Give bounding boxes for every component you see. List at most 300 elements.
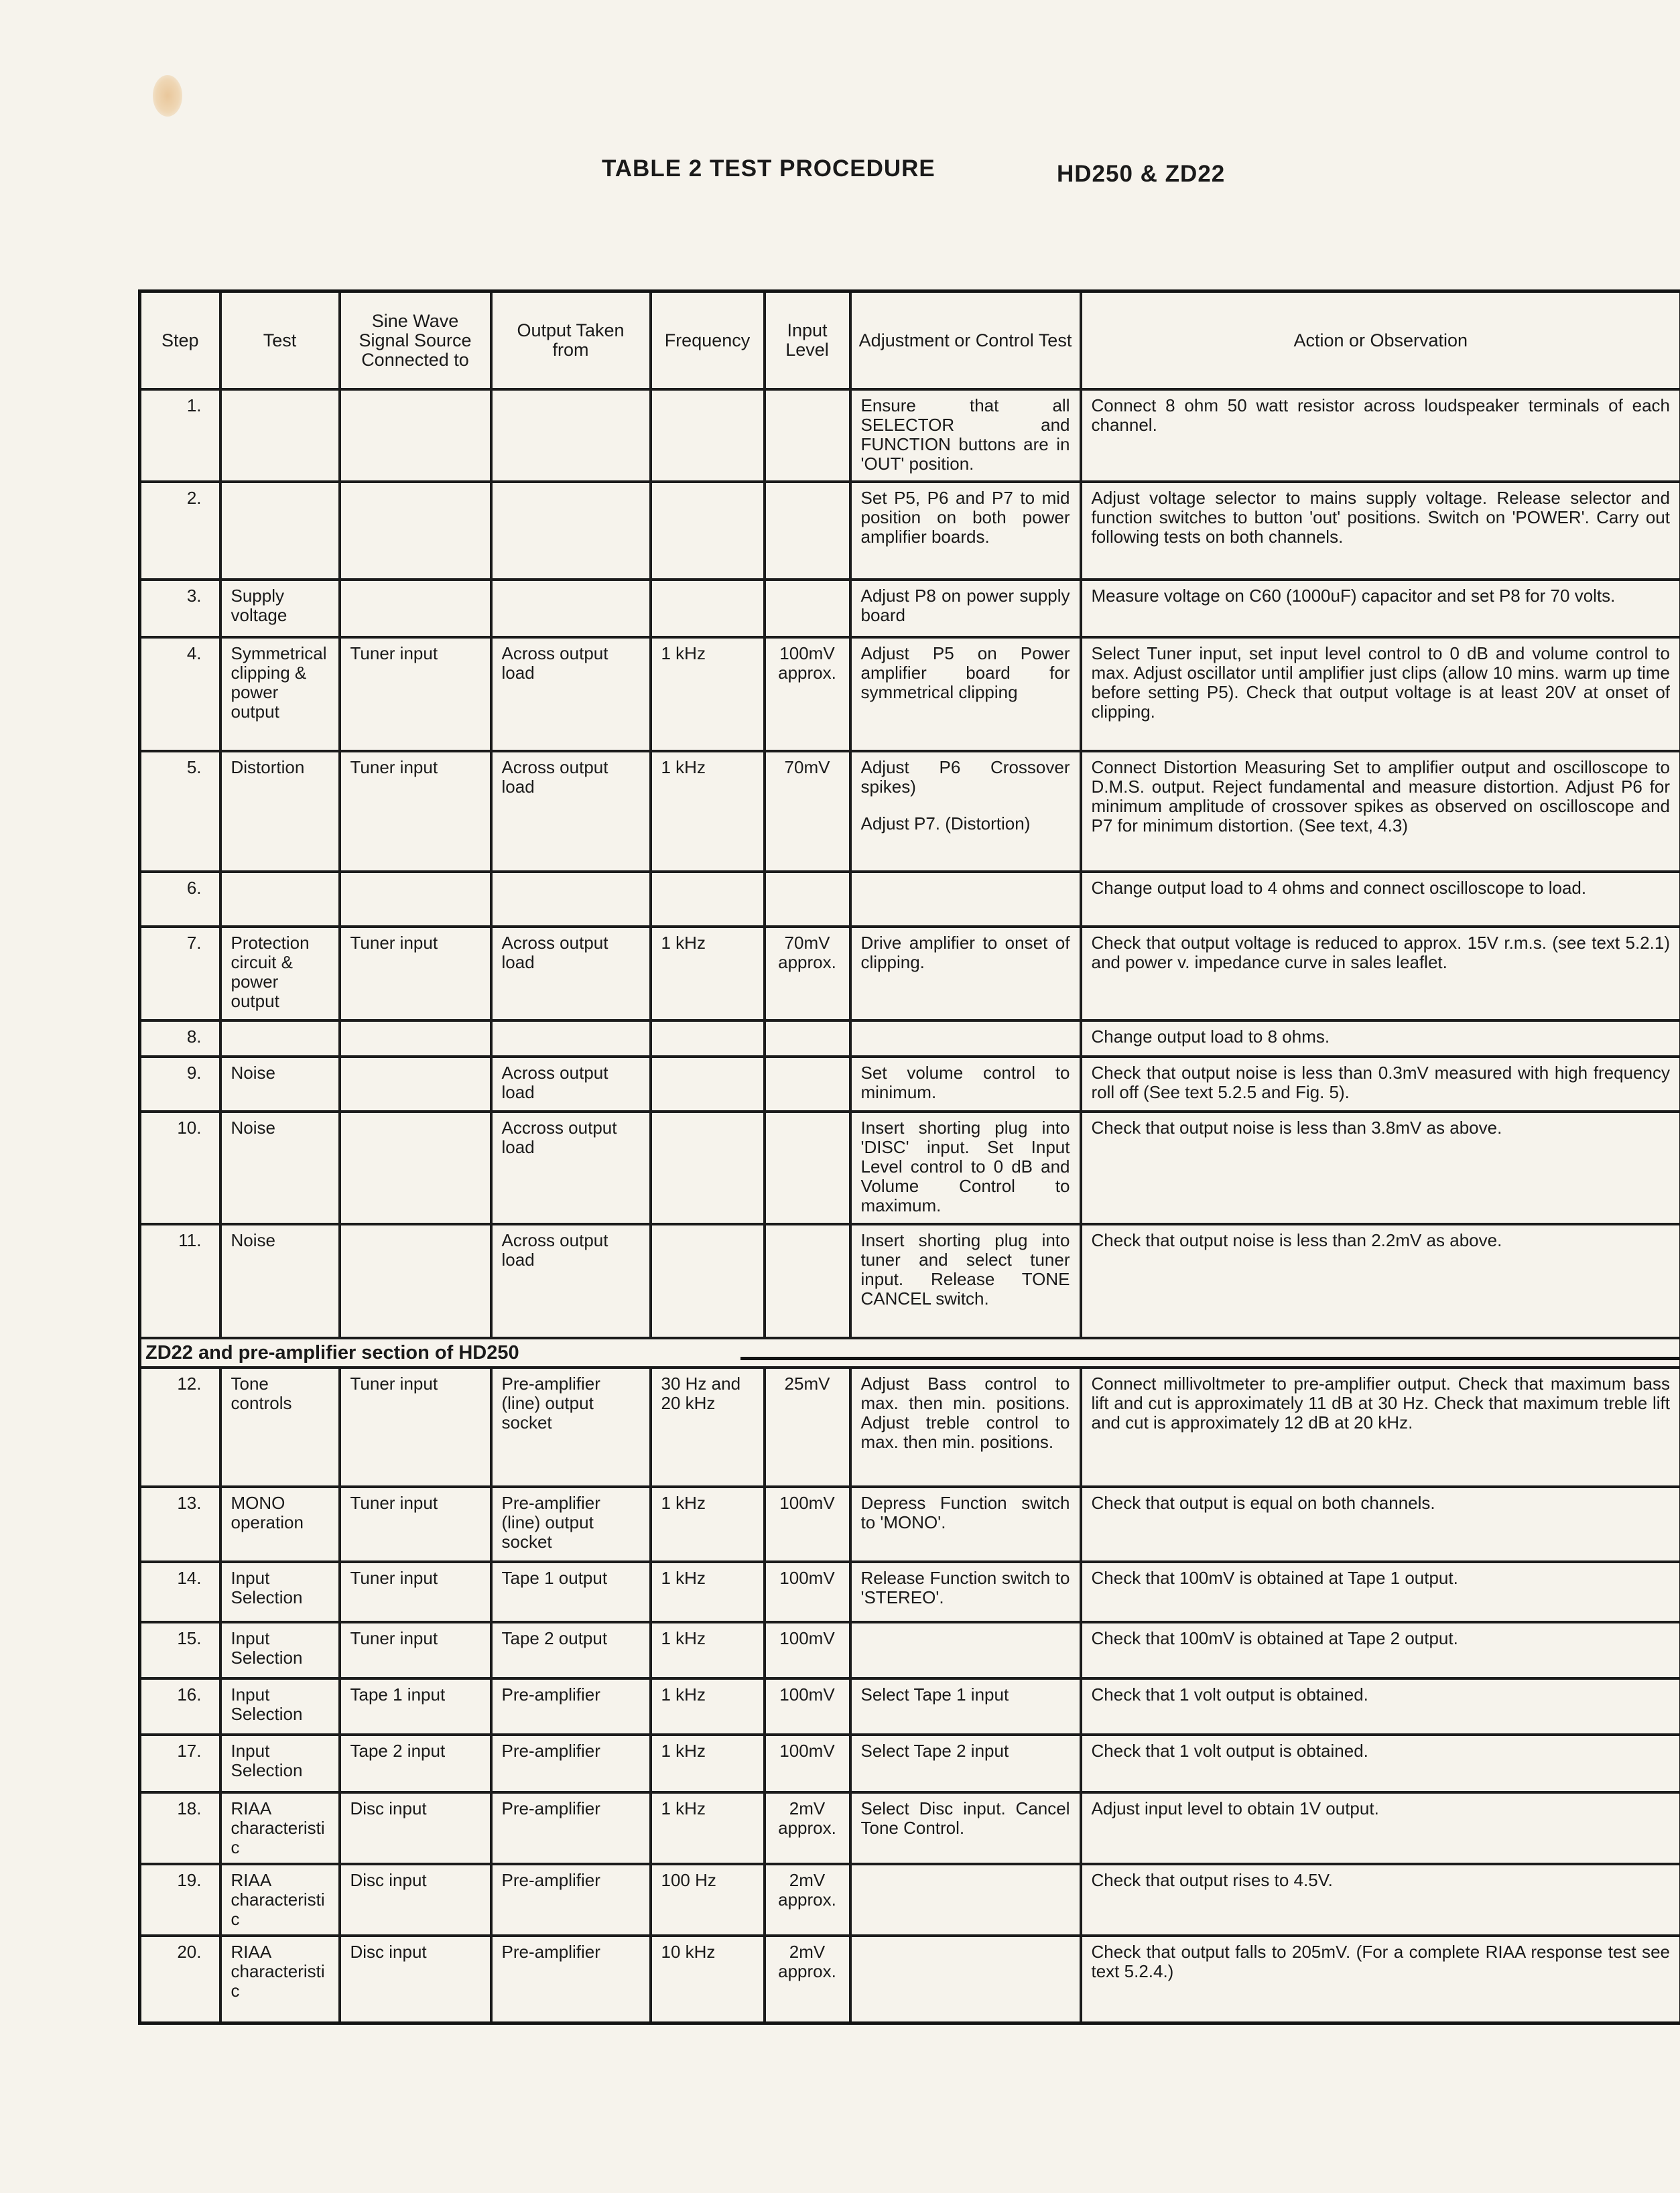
source-cell [340, 1112, 491, 1224]
frequency-cell [651, 1368, 765, 1487]
output-cell [491, 1735, 651, 1792]
output-cell-text: Pre-amplifier (line) output socket [501, 1493, 600, 1552]
source-cell [340, 1020, 491, 1057]
section-row [140, 1338, 1680, 1368]
test-cell [220, 872, 340, 927]
adjustment-cell-text: Set volume control to minimum. [860, 1063, 1070, 1102]
test-cell [220, 1020, 340, 1057]
action-cell-text: Change output load to 8 ohms. [1091, 1026, 1330, 1047]
step-cell [140, 1224, 220, 1338]
test-cell [220, 1562, 340, 1622]
header-action: Action or Observation [1081, 291, 1680, 390]
output-cell [491, 637, 651, 751]
action-cell [1081, 1057, 1680, 1112]
table-row [140, 1792, 1680, 1864]
step-cell-text: 16. [177, 1684, 202, 1705]
action-cell [1081, 751, 1680, 872]
source-cell [340, 1368, 491, 1487]
source-cell [340, 389, 491, 482]
source-cell [340, 927, 491, 1020]
step-cell-text: 8. [186, 1026, 202, 1047]
input-level-cell-text: 70mV [784, 757, 830, 777]
table-row [140, 482, 1680, 580]
table-row [140, 1562, 1680, 1622]
step-cell [140, 1735, 220, 1792]
input-level-cell [765, 751, 850, 872]
adjustment-cell [850, 1487, 1081, 1562]
frequency-cell [651, 1864, 765, 1936]
step-cell-text: 20. [177, 1942, 202, 1962]
output-cell [491, 1622, 651, 1678]
adjustment-cell-secondary-text: Adjust P7. (Distortion) [860, 813, 1031, 834]
frequency-cell [651, 1057, 765, 1112]
test-cell-text: RIAA characteristic [231, 1870, 325, 1929]
output-cell-text: Across output load [501, 933, 608, 972]
step-cell-text: 2. [186, 488, 202, 508]
action-cell [1081, 389, 1680, 482]
action-cell [1081, 1792, 1680, 1864]
table-row [140, 389, 1680, 482]
action-cell [1081, 482, 1680, 580]
action-cell [1081, 1735, 1680, 1792]
action-cell-text: Check that output rises to 4.5V. [1091, 1870, 1333, 1890]
adjustment-cell-text: Drive amplifier to onset of clipping. [860, 933, 1070, 972]
source-cell [340, 1864, 491, 1936]
output-cell [491, 751, 651, 872]
adjustment-cell [850, 1622, 1081, 1678]
test-cell [220, 1792, 340, 1864]
action-cell-text: Check that 1 volt output is obtained. [1091, 1741, 1368, 1761]
action-cell [1081, 1864, 1680, 1936]
input-level-cell [765, 1936, 850, 2023]
adjustment-cell [850, 637, 1081, 751]
action-cell [1081, 1224, 1680, 1338]
test-cell [220, 1057, 340, 1112]
adjustment-cell [850, 1678, 1081, 1735]
adjustment-cell [850, 872, 1081, 927]
table-row [140, 1678, 1680, 1735]
adjustment-cell-text: Select Disc input. Cancel Tone Control. [860, 1798, 1070, 1838]
adjustment-cell [850, 482, 1081, 580]
source-cell-text: Tuner input [350, 757, 438, 777]
step-cell [140, 1487, 220, 1562]
action-cell [1081, 1487, 1680, 1562]
model-label: HD250 & ZD22 [1057, 161, 1226, 187]
action-cell [1081, 1678, 1680, 1735]
step-cell [140, 580, 220, 637]
step-cell [140, 751, 220, 872]
frequency-cell [651, 1792, 765, 1864]
adjustment-cell-text: Adjust Bass control to max. then min. positions. Adjust treble control to max. then min. positions. [860, 1374, 1070, 1452]
frequency-cell [651, 389, 765, 482]
test-cell-text: Tone controls [231, 1374, 292, 1413]
input-level-cell [765, 1224, 850, 1338]
action-cell-text: Check that 1 volt output is obtained. [1091, 1684, 1368, 1705]
input-level-cell-text: 2mV approx. [778, 1870, 836, 1910]
test-cell-text: Input Selection [231, 1741, 303, 1780]
step-cell [140, 1678, 220, 1735]
input-level-cell-text: 100mV [779, 1684, 835, 1705]
header-input-level: Input Level [765, 291, 850, 390]
test-cell-text: Input Selection [231, 1628, 303, 1668]
output-cell [491, 1224, 651, 1338]
table-row [140, 1864, 1680, 1936]
table-row [140, 1936, 1680, 2023]
table-body-power-amp [140, 389, 1680, 1338]
action-cell [1081, 637, 1680, 751]
test-cell-text: Input Selection [231, 1684, 303, 1724]
table-row [140, 872, 1680, 927]
action-cell-text: Check that output is equal on both channels. [1091, 1493, 1435, 1513]
frequency-cell-text: 1 kHz [661, 1798, 706, 1818]
output-cell-text: Pre-amplifier [501, 1942, 600, 1962]
source-cell [340, 1562, 491, 1622]
input-level-cell [765, 872, 850, 927]
adjustment-cell-text: Adjust P5 on Power amplifier board for symmetrical clipping [860, 643, 1070, 702]
source-cell [340, 751, 491, 872]
step-cell-text: 13. [177, 1493, 202, 1513]
input-level-cell-text: 100mV [779, 1568, 835, 1588]
action-cell [1081, 1622, 1680, 1678]
action-cell [1081, 580, 1680, 637]
output-cell-text: Across output load [501, 1063, 608, 1102]
step-cell-text: 3. [186, 586, 202, 606]
step-cell [140, 1792, 220, 1864]
output-cell [491, 1368, 651, 1487]
input-level-cell-text: 2mV approx. [778, 1798, 836, 1838]
frequency-cell [651, 1678, 765, 1735]
test-cell-text: Symmetrical clipping & power output [231, 643, 327, 722]
frequency-cell [651, 1020, 765, 1057]
source-cell-text: Tuner input [350, 1568, 438, 1588]
output-cell-text: Pre-amplifier [501, 1798, 600, 1818]
table-row [140, 751, 1680, 872]
source-cell [340, 1936, 491, 2023]
table-row [140, 580, 1680, 637]
source-cell-text: Tuner input [350, 933, 438, 953]
frequency-cell [651, 637, 765, 751]
input-level-cell [765, 482, 850, 580]
output-cell-text: Accross output load [501, 1118, 617, 1157]
step-cell-text: 17. [177, 1741, 202, 1761]
frequency-cell [651, 872, 765, 927]
source-cell-text: Tuner input [350, 1493, 438, 1513]
test-cell-text: Distortion [231, 757, 305, 777]
source-cell [340, 580, 491, 637]
step-cell-text: 11. [178, 1230, 202, 1250]
adjustment-cell [850, 1735, 1081, 1792]
input-level-cell-text: 100mV [779, 1741, 835, 1761]
step-cell [140, 1112, 220, 1224]
action-cell [1081, 1368, 1680, 1487]
step-cell-text: 15. [177, 1628, 202, 1648]
output-cell-text: Pre-amplifier [501, 1741, 600, 1761]
action-cell-text: Adjust input level to obtain 1V output. [1091, 1798, 1379, 1818]
frequency-cell [651, 1735, 765, 1792]
adjustment-cell [850, 1368, 1081, 1487]
action-cell-text: Check that output noise is less than 0.3mV measured with high frequency roll off (See text 5.2.5 and Fig. 5). [1091, 1063, 1670, 1102]
input-level-cell [765, 389, 850, 482]
adjustment-cell-text: Insert shorting plug into tuner and select tuner input. Release TONE CANCEL switch. [860, 1230, 1070, 1309]
output-cell [491, 1487, 651, 1562]
test-cell [220, 1112, 340, 1224]
output-cell-text: Pre-amplifier [501, 1870, 600, 1890]
source-cell-text: Disc input [350, 1942, 427, 1962]
input-level-cell [765, 1792, 850, 1864]
adjustment-cell-text: Adjust P6 Crossover spikes) [860, 757, 1070, 797]
header-step: Step [140, 291, 220, 390]
frequency-cell-text: 100 Hz [661, 1870, 716, 1890]
action-cell-text: Adjust voltage selector to mains supply voltage. Release selector and function switches to button 'out' positions. Switch on 'POWER'. Carry out following tests on both channels. [1091, 488, 1670, 547]
table-row [140, 1224, 1680, 1338]
adjustment-cell [850, 1224, 1081, 1338]
step-cell [140, 872, 220, 927]
test-cell-text: Input Selection [231, 1568, 303, 1607]
step-cell [140, 482, 220, 580]
test-cell-text: RIAA characteristic [231, 1942, 325, 2001]
input-level-cell [765, 1020, 850, 1057]
input-level-cell [765, 580, 850, 637]
adjustment-cell-text: Release Function switch to 'STEREO'. [860, 1568, 1070, 1607]
source-cell [340, 1792, 491, 1864]
table-header-row [140, 291, 1680, 390]
step-cell-text: 1. [186, 395, 202, 415]
section-rule [740, 1357, 1679, 1360]
source-cell [340, 1622, 491, 1678]
paper-stain [153, 75, 182, 117]
test-cell [220, 751, 340, 872]
action-cell-text: Check that output noise is less than 2.2mV as above. [1091, 1230, 1502, 1250]
source-cell-text: Tuner input [350, 1374, 438, 1394]
action-cell-text: Connect Distortion Measuring Set to amplifier output and oscilloscope to D.M.S. output. Reject fundamental and measure distortion. Adjust P6 for minimum amplitude of crossover spikes as observed on oscilloscope and P7 for minimum distortion. (See text, 4.3) [1091, 757, 1670, 836]
input-level-cell-text: 100mV approx. [778, 643, 836, 683]
source-cell [340, 1057, 491, 1112]
action-cell-text: Check that 100mV is obtained at Tape 1 output. [1091, 1568, 1458, 1588]
table-body-pre-amp [140, 1368, 1680, 2023]
table-row [140, 927, 1680, 1020]
step-cell-text: 12. [177, 1374, 202, 1394]
test-cell-text: Supply voltage [231, 586, 287, 625]
step-cell-text: 5. [186, 757, 202, 777]
test-cell [220, 1735, 340, 1792]
frequency-cell [651, 751, 765, 872]
table-row [140, 1735, 1680, 1792]
source-cell [340, 1487, 491, 1562]
source-cell [340, 872, 491, 927]
test-cell-text: MONO operation [231, 1493, 304, 1532]
action-cell-text: Connect millivoltmeter to pre-amplifier output. Check that maximum bass lift and cut is approximately 11 dB at 30 Hz. Check that maximum treble lift and cut is approximately 12 dB at 20 kHz. [1091, 1374, 1670, 1433]
source-cell [340, 637, 491, 751]
step-cell [140, 1936, 220, 2023]
adjustment-cell [850, 1936, 1081, 2023]
step-cell-text: 7. [186, 933, 202, 953]
output-cell [491, 1678, 651, 1735]
frequency-cell-text: 10 kHz [661, 1942, 716, 1962]
test-cell [220, 482, 340, 580]
frequency-cell [651, 1112, 765, 1224]
test-cell [220, 389, 340, 482]
table-row [140, 637, 1680, 751]
header-test: Test [220, 291, 340, 390]
step-cell-text: 19. [177, 1870, 202, 1890]
test-cell [220, 927, 340, 1020]
adjustment-cell [850, 580, 1081, 637]
test-cell [220, 1487, 340, 1562]
action-cell [1081, 1936, 1680, 2023]
table-row [140, 1368, 1680, 1487]
frequency-cell-text: 1 kHz [661, 1628, 706, 1648]
step-cell [140, 1562, 220, 1622]
section-divider [140, 1338, 1680, 1368]
step-cell-text: 18. [177, 1798, 202, 1818]
output-cell [491, 482, 651, 580]
step-cell-text: 4. [186, 643, 202, 663]
action-cell [1081, 1112, 1680, 1224]
test-cell [220, 1368, 340, 1487]
output-cell [491, 1864, 651, 1936]
test-cell-text: Noise [231, 1118, 275, 1138]
input-level-cell [765, 1678, 850, 1735]
input-level-cell-text: 2mV approx. [778, 1942, 836, 1981]
input-level-cell [765, 1864, 850, 1936]
source-cell [340, 482, 491, 580]
input-level-cell-text: 25mV [784, 1374, 830, 1394]
frequency-cell-text: 1 kHz [661, 1493, 706, 1513]
frequency-cell [651, 1936, 765, 2023]
adjustment-cell-text: Depress Function switch to 'MONO'. [860, 1493, 1070, 1532]
action-cell [1081, 872, 1680, 927]
step-cell-text: 9. [186, 1063, 202, 1083]
output-cell [491, 927, 651, 1020]
table-row [140, 1622, 1680, 1678]
input-level-cell [765, 927, 850, 1020]
adjustment-cell-text: Select Tape 2 input [860, 1741, 1009, 1761]
step-cell [140, 389, 220, 482]
header-source: Sine Wave Signal Source Connected to [340, 291, 491, 390]
frequency-cell-text: 1 kHz [661, 933, 706, 953]
step-cell-text: 6. [186, 878, 202, 898]
source-cell-text: Tuner input [350, 643, 438, 663]
source-cell [340, 1224, 491, 1338]
test-procedure-table [138, 289, 1680, 2025]
page-title: TABLE 2 TEST PROCEDURE [602, 155, 935, 182]
test-cell [220, 1864, 340, 1936]
action-cell [1081, 927, 1680, 1020]
table-row [140, 1487, 1680, 1562]
adjustment-cell [850, 1020, 1081, 1057]
frequency-cell [651, 580, 765, 637]
input-level-cell [765, 1622, 850, 1678]
test-cell-text: RIAA characteristic [231, 1798, 325, 1857]
adjustment-cell-text: Set P5, P6 and P7 to mid position on both power amplifier boards. [860, 488, 1070, 547]
frequency-cell-text: 30 Hz and 20 kHz [661, 1374, 741, 1413]
test-cell [220, 580, 340, 637]
action-cell-text: Select Tuner input, set input level control to 0 dB and volume control to max. Adjust oscillator until amplifier just clips (allow 10 mins. warm up time before setting P5). Check that output voltage is at least 20V at onset of clipping. [1091, 643, 1670, 722]
adjustment-cell [850, 389, 1081, 482]
frequency-cell [651, 1562, 765, 1622]
adjustment-cell-text: Adjust P8 on power supply board [860, 586, 1070, 625]
output-cell-text: Tape 1 output [501, 1568, 608, 1588]
adjustment-cell [850, 1864, 1081, 1936]
action-cell [1081, 1020, 1680, 1057]
action-cell-text: Measure voltage on C60 (1000uF) capacitor and set P8 for 70 volts. [1091, 586, 1616, 606]
step-cell [140, 1057, 220, 1112]
adjustment-cell-text: Ensure that all SELECTOR and FUNCTION buttons are in 'OUT' position. [860, 395, 1070, 474]
input-level-cell [765, 637, 850, 751]
step-cell [140, 637, 220, 751]
output-cell-text: Across output load [501, 757, 608, 797]
test-cell [220, 1678, 340, 1735]
action-cell-text: Check that output noise is less than 3.8mV as above. [1091, 1118, 1502, 1138]
input-level-cell [765, 1368, 850, 1487]
frequency-cell [651, 1224, 765, 1338]
frequency-cell-text: 1 kHz [661, 1684, 706, 1705]
step-cell [140, 1368, 220, 1487]
frequency-cell-text: 1 kHz [661, 1741, 706, 1761]
action-cell [1081, 1562, 1680, 1622]
adjustment-cell-text: Select Tape 1 input [860, 1684, 1009, 1705]
output-cell [491, 1936, 651, 2023]
source-cell-text: Tape 1 input [350, 1684, 446, 1705]
output-cell [491, 872, 651, 927]
input-level-cell [765, 1487, 850, 1562]
source-cell-text: Disc input [350, 1870, 427, 1890]
input-level-cell-text: 70mV approx. [778, 933, 836, 972]
test-procedure-sheet [138, 289, 1679, 2025]
source-cell-text: Disc input [350, 1798, 427, 1818]
adjustment-cell [850, 1112, 1081, 1224]
test-cell [220, 1224, 340, 1338]
frequency-cell-text: 1 kHz [661, 643, 706, 663]
step-cell [140, 1020, 220, 1057]
adjustment-cell [850, 1057, 1081, 1112]
input-level-cell [765, 1562, 850, 1622]
action-cell-text: Check that output falls to 205mV. (For a complete RIAA response test see text 5.2.4.) [1091, 1942, 1670, 1981]
input-level-cell [765, 1735, 850, 1792]
test-cell-text: Protection circuit & power output [231, 933, 310, 1011]
adjustment-cell [850, 927, 1081, 1020]
step-cell [140, 927, 220, 1020]
header-frequency: Frequency [651, 291, 765, 390]
output-cell-text: Pre-amplifier (line) output socket [501, 1374, 600, 1433]
output-cell [491, 389, 651, 482]
output-cell-text: Across output load [501, 643, 608, 683]
input-level-cell-text: 100mV [779, 1493, 835, 1513]
header-output: Output Taken from [491, 291, 651, 390]
action-cell-text: Check that 100mV is obtained at Tape 2 output. [1091, 1628, 1458, 1648]
source-cell [340, 1678, 491, 1735]
adjustment-cell [850, 1562, 1081, 1622]
output-cell [491, 580, 651, 637]
source-cell-text: Tuner input [350, 1628, 438, 1648]
step-cell [140, 1622, 220, 1678]
frequency-cell-text: 1 kHz [661, 1568, 706, 1588]
frequency-cell-text: 1 kHz [661, 757, 706, 777]
test-cell-text: Noise [231, 1063, 275, 1083]
frequency-cell [651, 482, 765, 580]
section-label: ZD22 and pre-amplifier section of HD250 [145, 1342, 519, 1364]
step-cell-text: 10. [177, 1118, 202, 1138]
output-cell [491, 1112, 651, 1224]
action-cell-text: Check that output voltage is reduced to approx. 15V r.m.s. (see text 5.2.1) and power v. impedance curve in sales leaflet. [1091, 933, 1670, 972]
source-cell [340, 1735, 491, 1792]
adjustment-cell [850, 751, 1081, 872]
table-row [140, 1057, 1680, 1112]
test-cell [220, 1936, 340, 2023]
output-cell [491, 1057, 651, 1112]
test-cell-text: Noise [231, 1230, 275, 1250]
adjustment-cell [850, 1792, 1081, 1864]
